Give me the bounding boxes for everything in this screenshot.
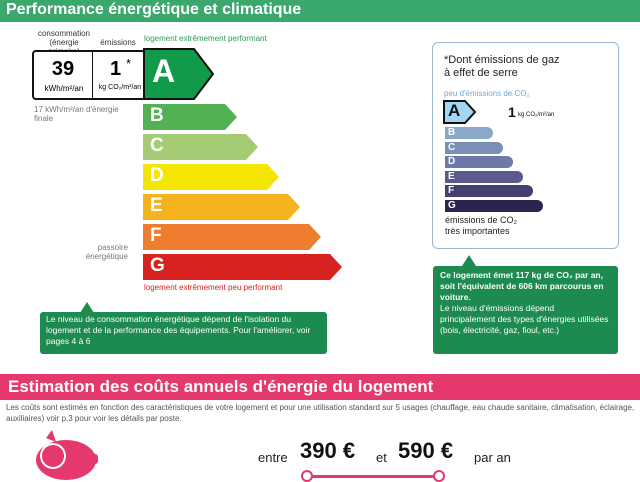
energy-bar-f (143, 223, 323, 251)
gas-bar-label-g: G (448, 200, 456, 211)
cost-range-bar (306, 475, 440, 478)
gas-note-line1: *Dont émissions de gaz (444, 54, 560, 66)
costs-description: Les coûts sont estimés en fonction des caractéristiques de votre logement et pour une utilisation standard sur 5 usages (chauffage, eau chaude sanitaire, climatisation, éclairage, auxiliaires) voir p.3 pour voir les détails par poste. (6, 403, 635, 423)
cost-word-per-year: par an (474, 450, 511, 465)
energy-bar-label-d: D (150, 165, 164, 186)
emissions-value: 1 (110, 58, 122, 80)
cost-word-between: entre (258, 450, 288, 465)
section-title: Performance énergétique et climatique (6, 1, 302, 18)
tip-left: Le niveau de consommation énergétique dépend de l'isolation du logement et de la performance des équipements. Pour l'améliorer, voir pages 4 à 6 (40, 312, 327, 354)
cost-word-and: et (376, 450, 387, 465)
current-class-letter: A (152, 53, 176, 89)
primary-unit: kWh/m²/an (44, 84, 84, 93)
tip-right-bold: Ce logement émet 117 kg de CO₂ par an, soit l'équivalent de 606 km parcourus en voiture. (440, 270, 604, 302)
cost-min: 390 € (300, 438, 356, 463)
gas-bottom-line1: émissions de CO₂ (445, 215, 518, 225)
gas-bar-b (445, 127, 493, 139)
consumption-header: consommation (énergie (37, 29, 91, 47)
primary-value: 39 (51, 58, 75, 80)
gas-bar-c (445, 142, 503, 154)
tip-right-pointer (462, 255, 476, 266)
gas-bar-label-b: B (448, 127, 456, 138)
gas-unit: kg CO₂/m²/an (518, 112, 555, 118)
cost-range-max-marker (433, 470, 445, 482)
gas-note-line2: à effet de serre (444, 67, 518, 79)
gas-bottom-line2: très importantes (445, 226, 510, 236)
currency-symbol: € (23, 445, 31, 461)
gas-bar-label-e: E (448, 171, 455, 182)
emissions-star: * (126, 56, 132, 71)
consumption-box (32, 50, 146, 100)
gas-bar-label-f: F (448, 185, 455, 196)
energy-bar-label-g: G (150, 255, 165, 276)
bottom-performance-label: logement extrêmement peu performant (144, 283, 283, 292)
tip-right (433, 266, 618, 354)
section-header-performance (0, 0, 640, 22)
gas-subtitle: peu d'émissions de CO₂ (444, 89, 530, 98)
gas-bar-e (445, 171, 523, 183)
costs-title: Estimation des coûts annuels d'énergie du logement (8, 377, 434, 396)
gas-bar-label-c: C (448, 142, 456, 153)
section-header-costs (0, 374, 640, 400)
piggy-bank-icon (26, 428, 100, 480)
top-performance-label: logement extrêmement performant (144, 34, 267, 43)
emissions-unit: kg CO₂/m²/an (98, 84, 142, 91)
cost-max: 590 € (398, 438, 454, 463)
gas-value: 1 (508, 104, 516, 120)
energy-bar-label-c: C (150, 135, 164, 156)
energy-bar-label-e: E (150, 195, 163, 216)
gas-bar-d (445, 156, 513, 168)
energy-bar-e (143, 193, 302, 221)
gas-bar-g (445, 200, 543, 212)
energy-bar-g (143, 253, 344, 281)
final-energy-note: 17 kWh/m²/an d'énergie finale (34, 105, 119, 123)
energy-bar-label-f: F (150, 225, 162, 246)
gas-current-letter: A (448, 101, 461, 120)
gas-bar-f (445, 185, 533, 197)
energy-bar-label-b: B (150, 105, 164, 126)
gas-bar-label-d: D (448, 156, 456, 167)
passoire-label: passoire énergétique (85, 243, 128, 261)
cost-range-min-marker (301, 470, 313, 482)
emissions-header: émissions (100, 38, 136, 47)
tip-right-normal: Le niveau d'émissions dépend principalement des types d'énergies utilisées (bois, électricité, gaz, fioul, etc.) (440, 303, 609, 335)
